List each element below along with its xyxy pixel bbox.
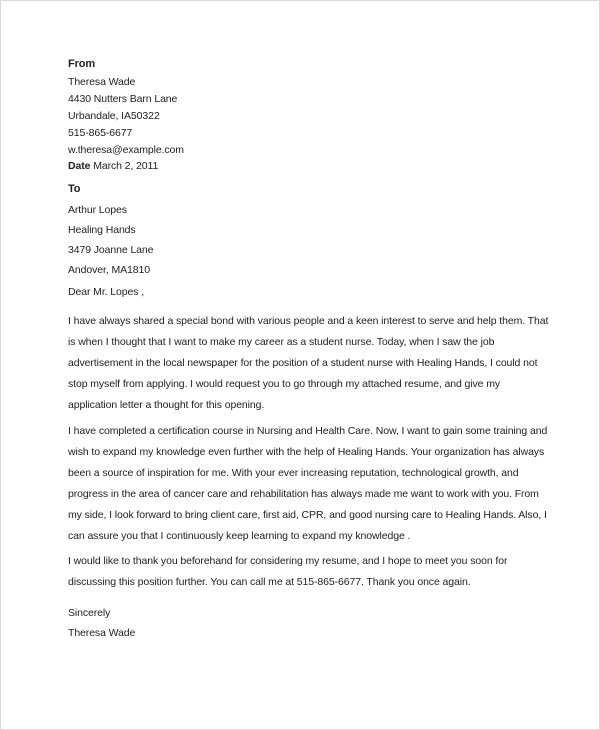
date-line: [68, 158, 158, 174]
paragraph-line: application letter a thought for this opening.: [68, 399, 265, 411]
from-heading: From: [68, 58, 96, 70]
sender-city: Urbandale, IA50322: [68, 110, 160, 122]
paragraph-line: wish to expand my knowledge even further with the help of Healing Hands. Your organization has always: [68, 446, 545, 458]
sender-street: 4430 Nutters Barn Lane: [68, 93, 178, 105]
sender-phone: 515-865-6677: [68, 127, 133, 139]
salutation: Dear Mr. Lopes ,: [68, 286, 145, 298]
paragraph-line: advertisement in the local newspaper for the position of a student nurse with Healing Hands, I could not: [68, 357, 538, 369]
paragraph-line: is when I thought that I want to make my career as a student nurse. Today, when I saw the job: [68, 336, 495, 348]
date-value: March 2, 2011: [93, 160, 159, 172]
recipient-name: Arthur Lopes: [68, 204, 127, 216]
paragraph-line: stop myself from applying. I would request you to go through my attached resume, and give my: [68, 378, 501, 390]
paragraph-line: my side, I look forward to bring client care, first aid, CPR, and good nursing care to Healing Hands. Also, I: [68, 509, 547, 521]
sender-email: w.theresa@example.com: [68, 144, 184, 156]
paragraph-line: I have always shared a special bond with various people and a keen interest to serve and help them. That: [68, 315, 549, 327]
body-paragraph-2: [68, 421, 553, 547]
recipient-company: Healing Hands: [68, 224, 136, 236]
paragraph-line: I would like to thank you beforehand for considering my resume, and I hope to meet you soon for: [68, 555, 508, 567]
paragraph-line: can assure you that I continuously keep learning to expand my knowledge .: [68, 530, 411, 542]
recipient-city: Andover, MA1810: [68, 264, 150, 276]
recipient-street: 3479 Joanne Lane: [68, 244, 154, 256]
paragraph-line: discussing this position further. You can call me at 515-865-6677. Thank you once again.: [68, 576, 471, 588]
date-label: Date: [68, 160, 91, 172]
sender-name: Theresa Wade: [68, 76, 136, 88]
closing-name: Theresa Wade: [68, 627, 136, 639]
paragraph-line: progress in the area of cancer care and rehabilitation has always made me want to work with you. From: [68, 488, 539, 500]
paragraph-line: I have completed a certification course in Nursing and Health Care. Now, I want to gain some training and: [68, 425, 548, 437]
body-paragraph-3: [68, 551, 553, 593]
body-paragraph-1: [68, 311, 553, 416]
to-heading: To: [68, 183, 81, 195]
paragraph-line: been a source of inspiration for me. With your ever increasing reputation, technological growth, and: [68, 467, 519, 479]
closing-valediction: Sincerely: [68, 607, 111, 619]
